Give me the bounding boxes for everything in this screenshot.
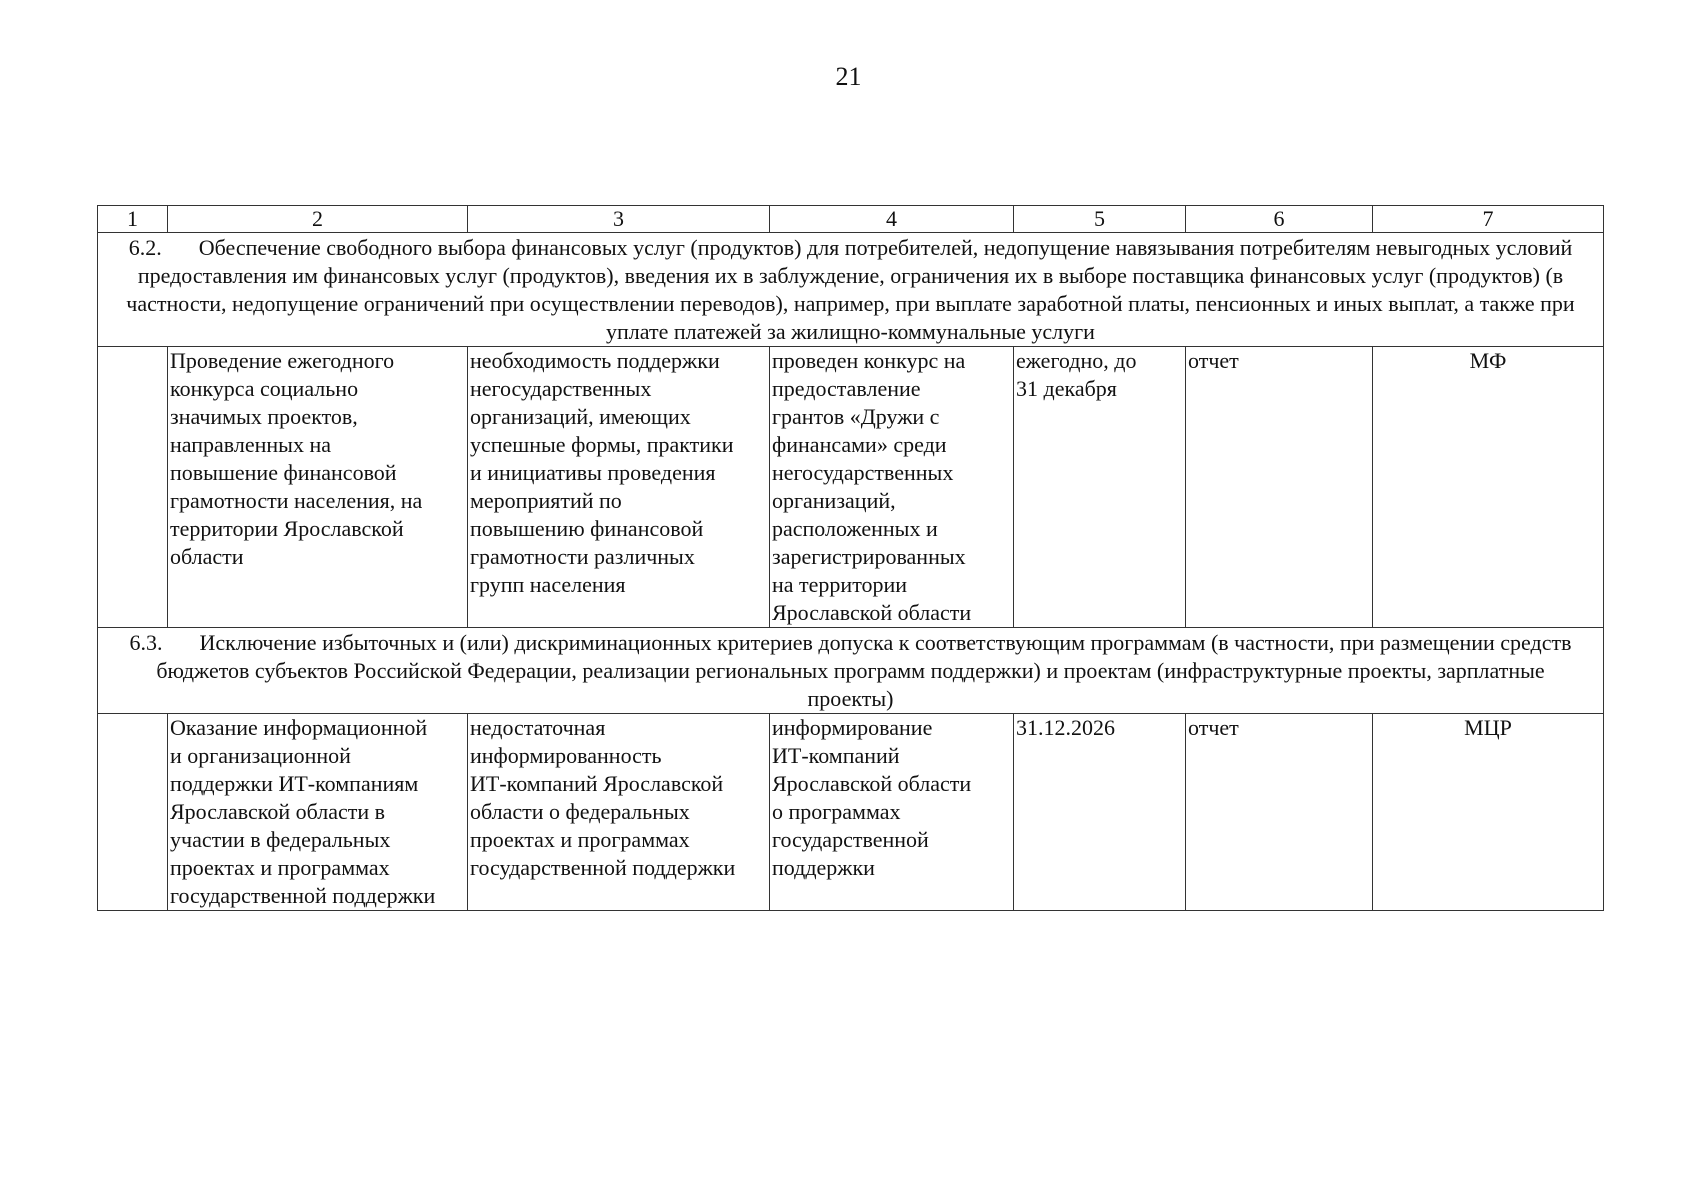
action-plan-table [97, 205, 1604, 911]
cell-result: информирование ИТ-компаний Ярославской области о программах государственной поддержки [770, 714, 1014, 911]
cell-responsible: МФ [1373, 347, 1604, 628]
cell-activity: Оказание информационной и организационной поддержки ИТ-компаниям Ярославской области в участии в федеральных проектах и программах государственной поддержки [168, 714, 468, 911]
section-row-6-2 [98, 233, 1604, 347]
column-header-7: 7 [1373, 206, 1604, 233]
section-heading-6-2 [98, 233, 1604, 347]
column-header-1: 1 [98, 206, 168, 233]
table-row [98, 347, 1604, 628]
section-heading-6-3 [98, 628, 1604, 714]
section-title: Исключение избыточных и (или) дискриминационных критериев допуска к соответствующим программам (в частности, при размещении средств бюджетов субъектов Российской Федерации, реализации региональных программ поддержки) и проектам (инфраструктурные проекты, зарплатные проекты) [156, 630, 1572, 711]
column-header-6: 6 [1186, 206, 1373, 233]
cell-activity: Проведение ежегодного конкурса социально значимых проектов, направленных на повышение финансовой грамотности населения, на территории Ярославской области [168, 347, 468, 628]
column-header-3: 3 [468, 206, 770, 233]
cell-number [98, 347, 168, 628]
column-header-2: 2 [168, 206, 468, 233]
table-row [98, 714, 1604, 911]
column-header-4: 4 [770, 206, 1014, 233]
cell-deadline: 31.12.2026 [1014, 714, 1186, 911]
section-title: Обеспечение свободного выбора финансовых услуг (продуктов) для потребителей, недопущение навязывания потребителям невыгодных условий предоставления им финансовых услуг (продуктов), введения их в заблуждение, ограничения их в выборе поставщика финансовых услуг (продуктов) (в частности, недопущение ограничений при осуществлении переводов), например, при выплате заработной платы, пенсионных и иных выплат, а также при уплате платежей за жилищно-коммунальные услуги [126, 235, 1575, 344]
cell-deadline: ежегодно, до 31 декабря [1014, 347, 1186, 628]
cell-problem: недостаточная информированность ИТ-компаний Ярославской области о федеральных проектах и программах государственной поддержки [468, 714, 770, 911]
cell-document: отчет [1186, 714, 1373, 911]
column-header-5: 5 [1014, 206, 1186, 233]
section-number: 6.3. [129, 630, 163, 655]
cell-responsible: МЦР [1373, 714, 1604, 911]
cell-result: проведен конкурс на предоставление грантов «Дружи с финансами» среди негосударственных организаций, расположенных и зарегистрированных на территории Ярославской области [770, 347, 1014, 628]
section-number: 6.2. [128, 235, 162, 260]
section-row-6-3 [98, 628, 1604, 714]
cell-number [98, 714, 168, 911]
cell-document: отчет [1186, 347, 1373, 628]
cell-problem: необходимость поддержки негосударственных организаций, имеющих успешные формы, практики и инициативы проведения мероприятий по повышению финансовой грамотности различных групп населения [468, 347, 770, 628]
page-number: 21 [835, 62, 862, 91]
table-header-row [98, 206, 1604, 233]
